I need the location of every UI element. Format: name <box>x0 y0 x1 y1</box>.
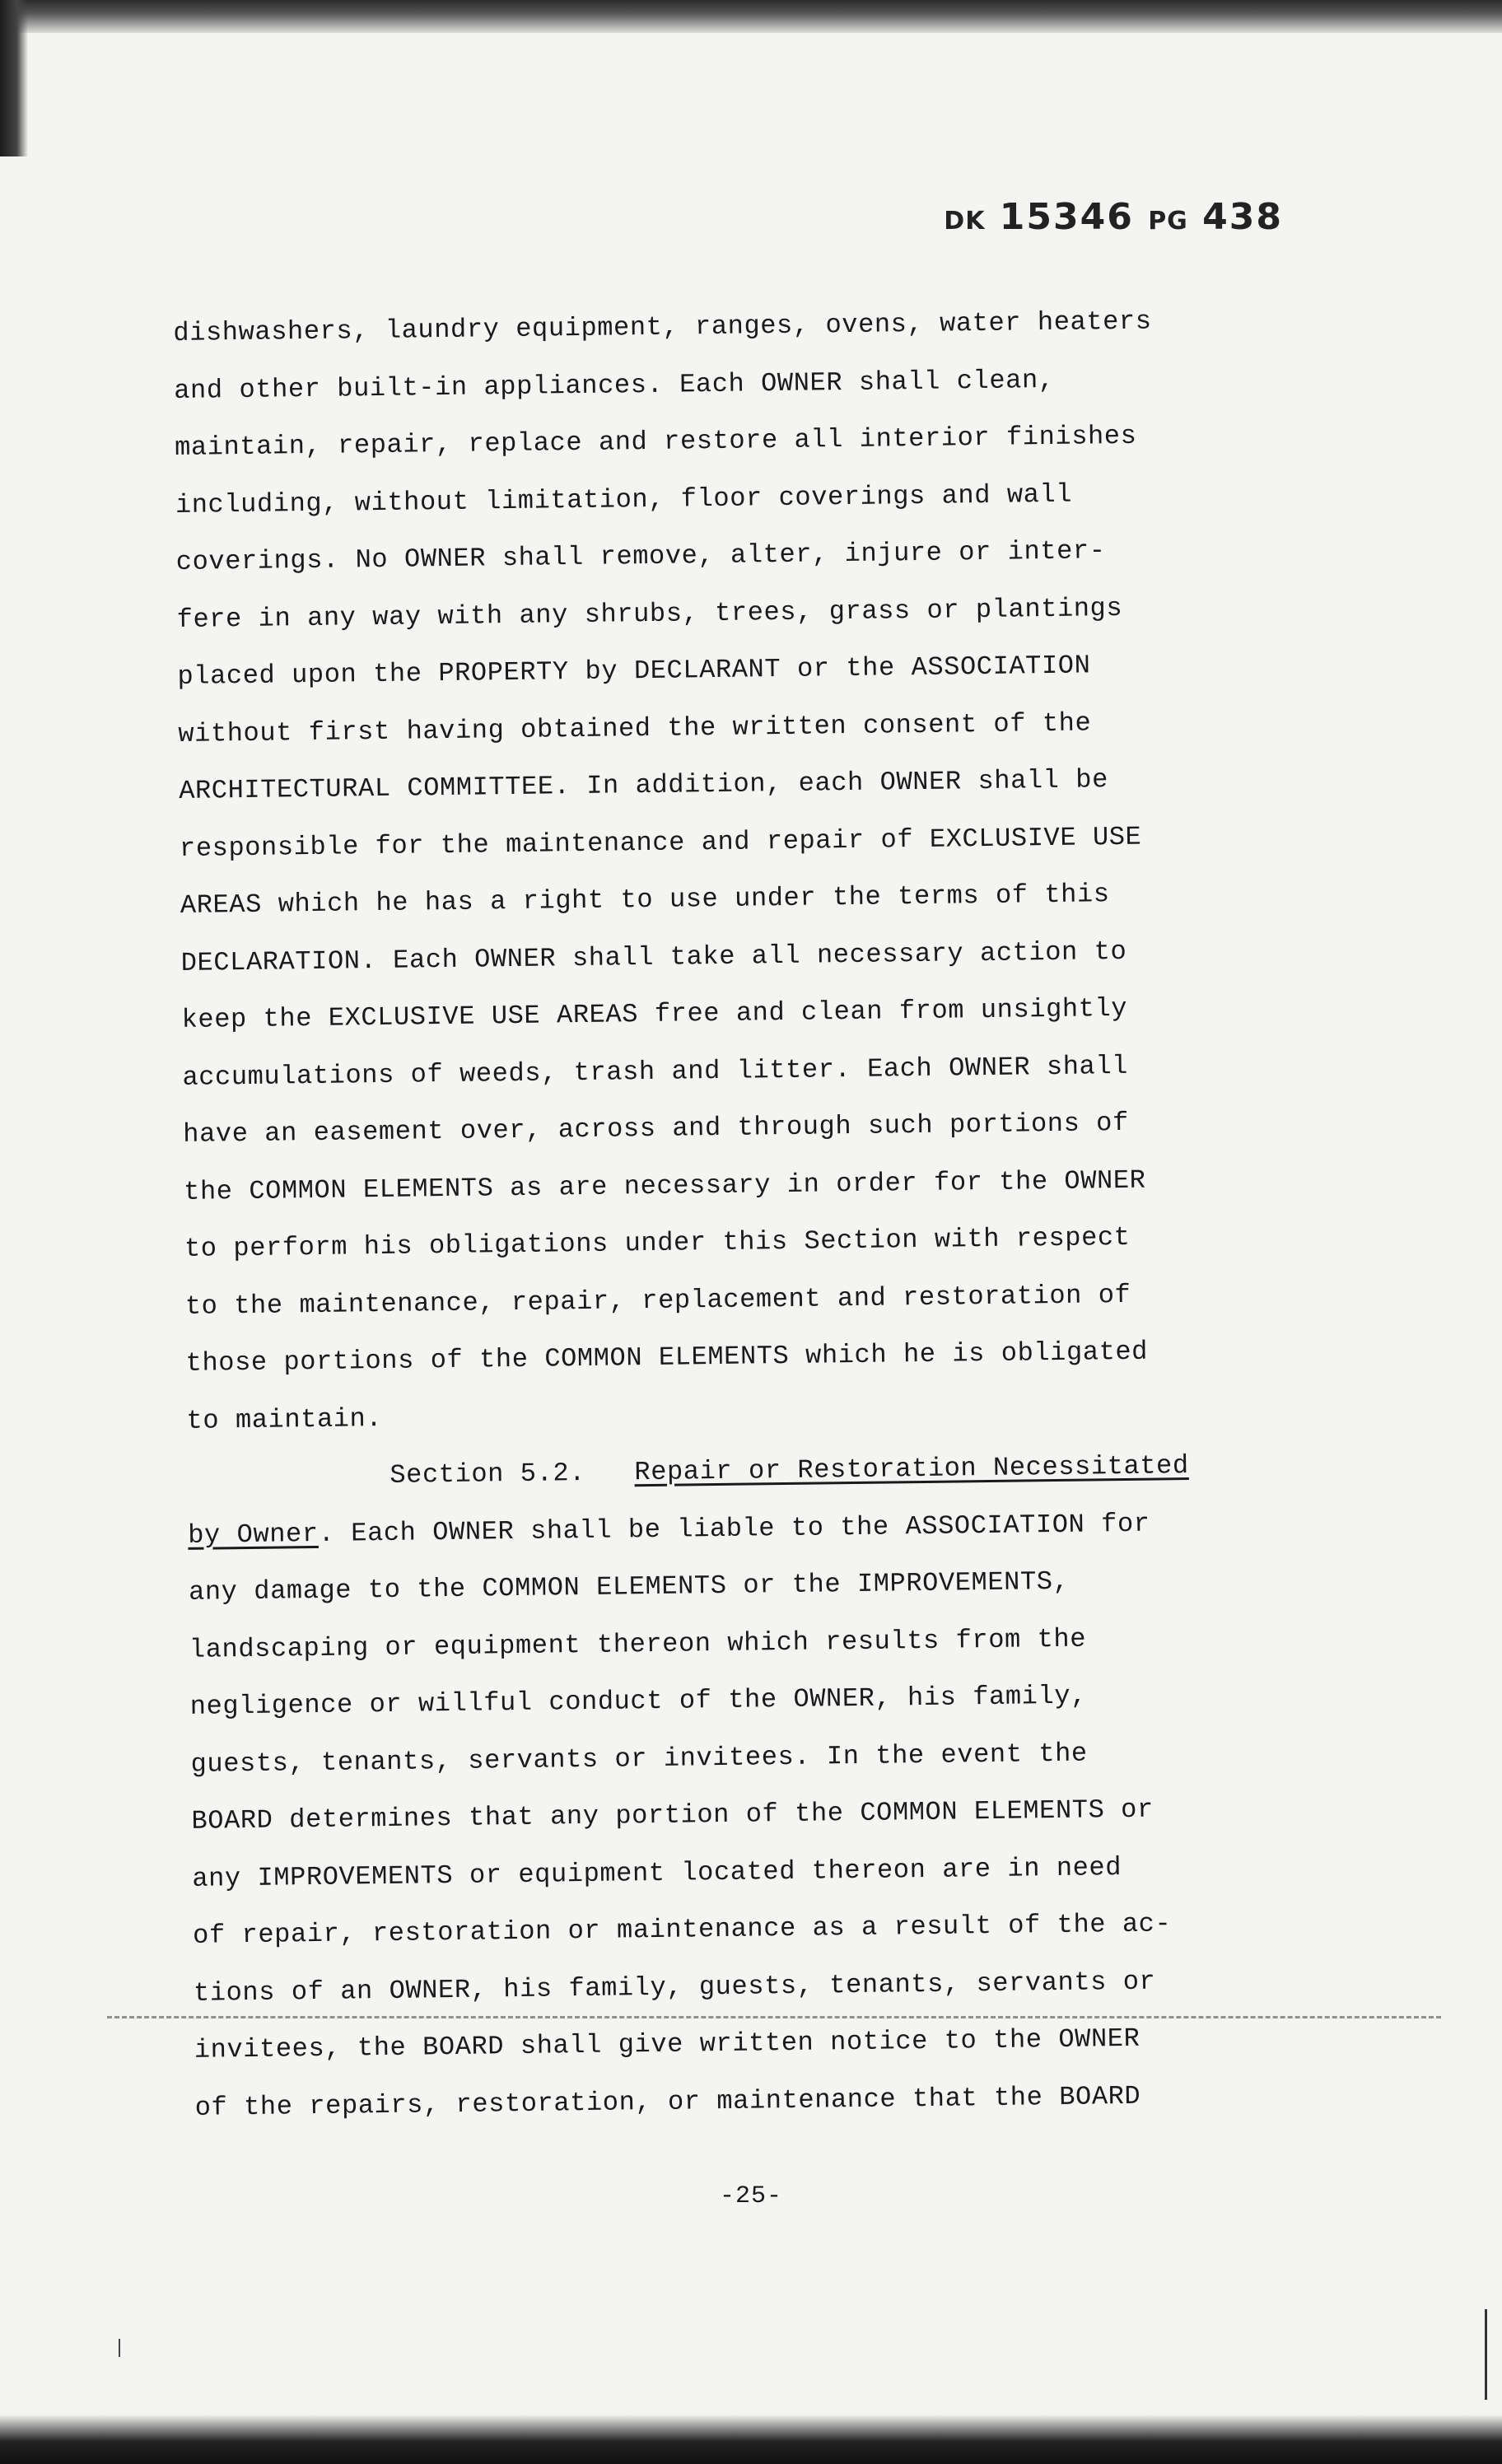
body-line: the COMMON ELEMENTS as are necessary in order for the OWNER <box>183 1164 1146 1207</box>
scan-edge-top <box>0 0 1502 33</box>
section-line: tions of an OWNER, his family, guests, tenants, servants or <box>193 1966 1156 2009</box>
section-line: any IMPROVEMENTS or equipment located thereon are in need <box>192 1851 1122 1894</box>
recorded-page-number: 438 <box>1202 196 1283 238</box>
page-prefix: PG <box>1148 207 1188 236</box>
body-line: to maintain. <box>186 1402 383 1436</box>
scan-edge-left <box>0 0 28 156</box>
scan-edge-bottom <box>0 2415 1502 2464</box>
section-line: BOARD determines that any portion of the COMMON ELEMENTS or <box>191 1794 1154 1836</box>
section-title-part2: by Owner <box>188 1518 319 1551</box>
section-title-part1: Repair or Restoration Necessitated <box>634 1450 1189 1488</box>
section-line: of the repairs, restoration, or maintenance that the BOARD <box>194 2080 1141 2123</box>
body-line: coverings. No OWNER shall remove, alter, injure or inter- <box>175 535 1106 577</box>
body-line: to the maintenance, repair, replacement and restoration of <box>184 1279 1131 1322</box>
body-line: and other built-in appliances. Each OWNER shall clean, <box>174 364 1055 406</box>
body-line: including, without limitation, floor coverings and wall <box>175 478 1073 520</box>
body-line: DECLARATION. Each OWNER shall take all necessary action to <box>180 936 1127 978</box>
body-line: fere in any way with any shrubs, trees, grass or plantings <box>176 592 1123 635</box>
body-line: AREAS which he has a right to use under the terms of this <box>180 879 1110 921</box>
body-line: keep the EXCLUSIVE USE AREAS free and clean from unsightly <box>181 992 1128 1035</box>
body-line: to perform his obligations under this Section with respect <box>184 1221 1131 1264</box>
body-line: responsible for the maintenance and repair of EXCLUSIVE USE <box>179 821 1142 864</box>
document-body <box>173 292 1299 2136</box>
body-line: ARCHITECTURAL COMMITTEE. In addition, each OWNER shall be <box>178 764 1109 806</box>
section-line: any damage to the COMMON ELEMENTS or the IMPROVEMENTS, <box>188 1566 1070 1608</box>
body-line: those portions of the COMMON ELEMENTS which he is obligated <box>185 1336 1149 1379</box>
body-line: maintain, repair, replace and restore all interior finishes <box>174 420 1137 463</box>
book-page-stamp <box>944 196 1283 238</box>
section-line: landscaping or equipment thereon which results from the <box>189 1623 1087 1665</box>
section-line: negligence or willful conduct of the OWNER, his family, <box>189 1680 1088 1722</box>
body-line: accumulations of weeds, trash and litter. Each OWNER shall <box>182 1050 1129 1093</box>
scan-artifact-dashed-line <box>107 2016 1441 2018</box>
section-line: of repair, restoration or maintenance as a result of the ac- <box>192 1908 1172 1951</box>
scan-edge-right-mark <box>1485 2309 1487 2400</box>
body-line: placed upon the PROPERTY by DECLARANT or the ASSOCIATION <box>177 650 1091 692</box>
page-number: -25- <box>719 2182 782 2210</box>
section-line: guests, tenants, servants or invitees. In the event the <box>190 1738 1088 1780</box>
section-line: invitees, the BOARD shall give written notice to the OWNER <box>194 2023 1140 2065</box>
stray-mark <box>119 2339 120 2357</box>
body-line: without first having obtained the written consent of the <box>178 707 1092 749</box>
body-line: have an easement over, across and through such portions of <box>183 1107 1130 1150</box>
section-first-line-rest: . Each OWNER shall be liable to the ASSOCIATION for <box>318 1508 1150 1549</box>
body-line: dishwashers, laundry equipment, ranges, ovens, water heaters <box>173 306 1152 348</box>
section-number: Section 5.2. <box>389 1457 586 1491</box>
book-prefix: DK <box>944 207 986 236</box>
book-number: 15346 <box>999 196 1134 238</box>
